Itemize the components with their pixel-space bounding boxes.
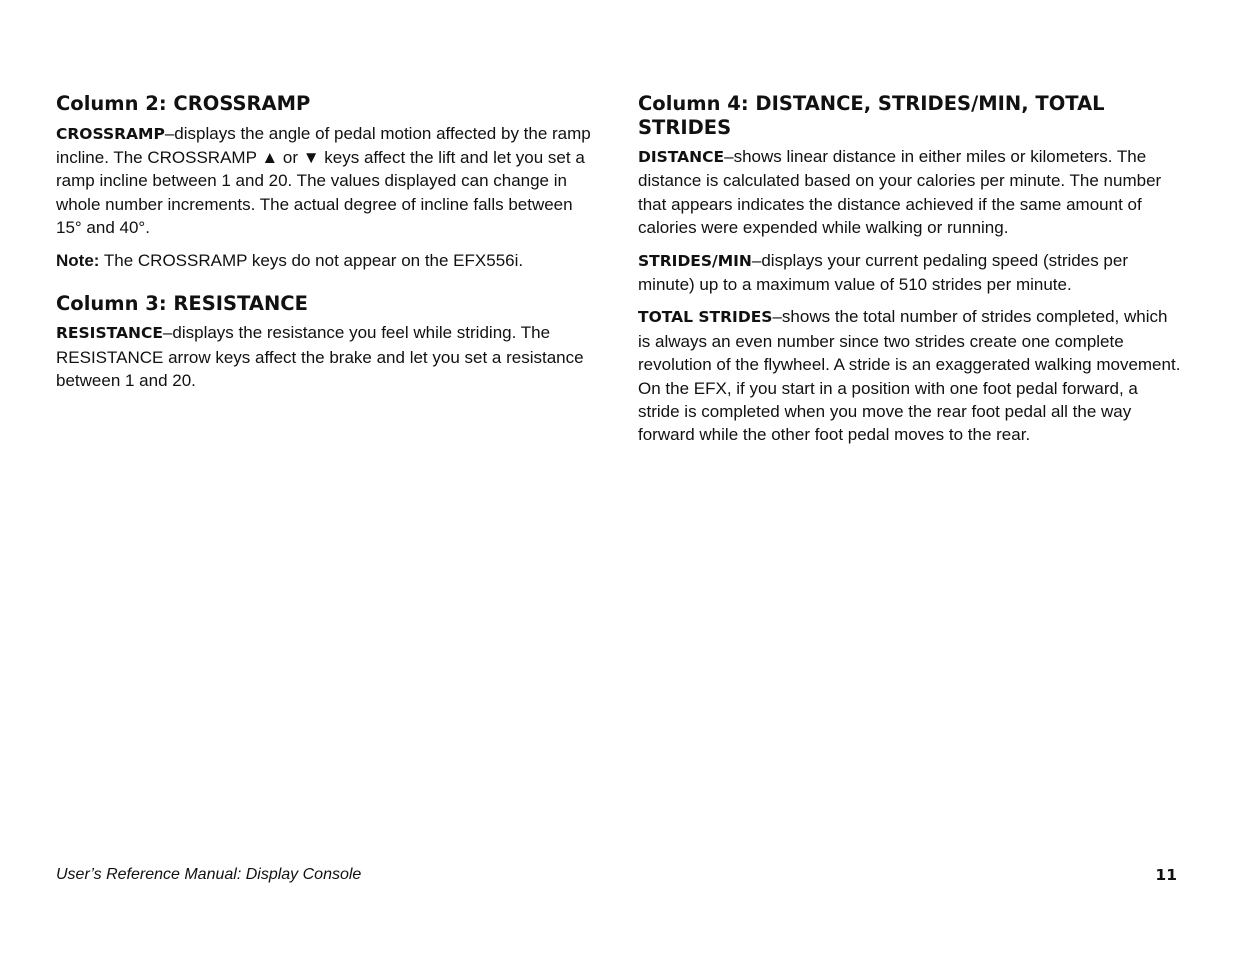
note-paragraph — [56, 249, 601, 272]
resistance-heading: Column 3: RESISTANCE — [56, 291, 308, 315]
footer-manual-title: User’s Reference Manual: Display Console — [56, 866, 362, 883]
total-strides-description: –shows the total number of strides completed, which is always an even number since two strides create one complete revolution of the flywheel. A stride is an exaggerated walking movement. On the EFX, if you start in a position with one foot pedal forward, a stride is completed when you move the rear foot pedal all the way forward while the other foot pedal moves to the rear. — [638, 307, 1181, 445]
strides-min-paragraph — [638, 249, 1183, 297]
left-column — [56, 92, 601, 402]
page-number: 11 — [1155, 866, 1177, 884]
distance-term: DISTANCE — [638, 148, 725, 166]
strides-min-term: STRIDES/MIN — [638, 251, 752, 270]
total-strides-paragraph — [638, 305, 1183, 446]
resistance-term: RESISTANCE — [56, 324, 163, 343]
distance-description: –shows linear distance in either miles or kilometers. The distance is calculated based on your calories per minute. The number that appears indicates the distance achieved if the same amount of calories were expended while walking or running. — [638, 147, 1162, 238]
crossramp-heading: Column 2: CROSSRAMP — [56, 92, 311, 115]
strides-min-description: –displays your current pedaling speed (strides per minute) up to a maximum value of 510 strides per minute. — [638, 250, 1128, 295]
resistance-description: –displays the resistance you feel while striding. The RESISTANCE arrow keys affect the brake and let you set a resistance between 1 and 20. — [56, 323, 584, 391]
distance-strides-heading: Column 4: DISTANCE, STRIDES/MIN, TOTAL STRIDES — [638, 92, 1105, 139]
crossramp-term: CROSSRAMP — [56, 124, 165, 143]
distance-paragraph — [638, 145, 1183, 240]
crossramp-paragraph — [56, 122, 601, 240]
resistance-paragraph — [56, 321, 601, 392]
total-strides-term: TOTAL STRIDES — [638, 308, 773, 327]
note-text: The CROSSRAMP keys do not appear on the EFX556i. — [99, 250, 524, 270]
note-label: Note: — [56, 250, 100, 270]
right-column — [638, 92, 1183, 456]
crossramp-description: –displays the angle of pedal motion affected by the ramp incline. The CROSSRAMP ▲ or ▼ keys affect the lift and let you set a ramp incline between 1 and 20. The values displayed can change in whole number increments. The actual degree of incline falls between 15° and 40°. — [56, 123, 591, 238]
